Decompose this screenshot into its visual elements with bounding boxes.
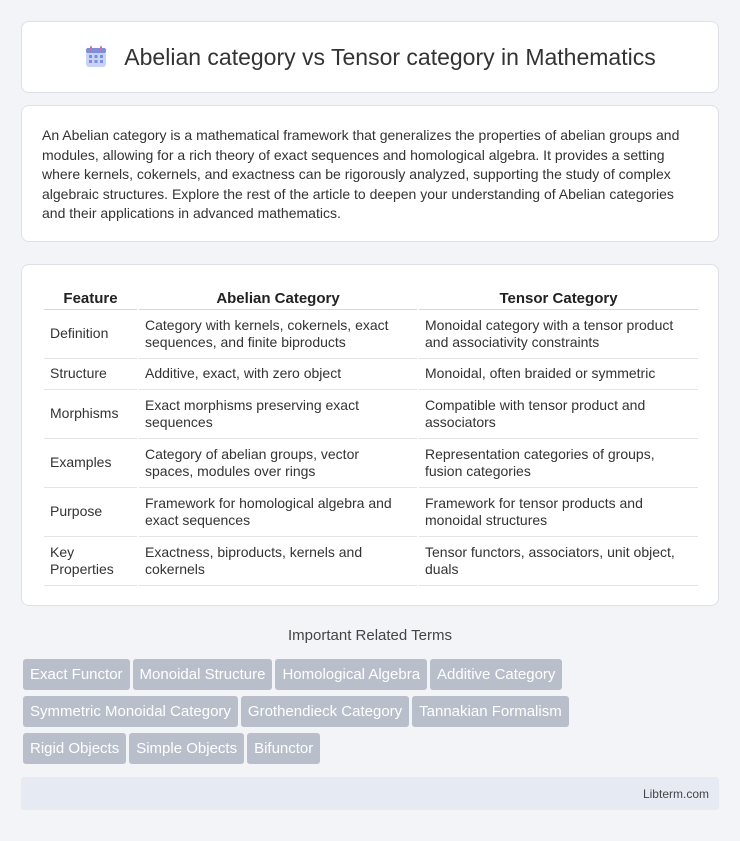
related-term-tag[interactable]: Rigid Objects <box>23 733 126 764</box>
row-feature: Purpose <box>44 488 137 537</box>
related-term-tag[interactable]: Simple Objects <box>129 733 244 764</box>
intro-paragraph: An Abelian category is a mathematical framework that generalizes the properties of abelian groups and modules, allowing for a rich theory of exact sequences and homological algebra. It provides a setting where kernels, cokernels, and exactness can be rigorously analyzed, supporting the study of complex algebraic structures. Explore the rest of the article to deepen your understanding of Abelian categories and their applications in advanced mathematics. <box>42 127 680 222</box>
footer-site-link[interactable]: Libterm.com <box>642 787 709 801</box>
related-term-tag[interactable]: Exact Functor <box>23 659 130 690</box>
row-feature: Structure <box>44 359 137 390</box>
column-header-feature: Feature <box>44 285 137 310</box>
related-terms-heading: Important Related Terms <box>288 627 452 644</box>
intro-card <box>21 105 719 242</box>
row-abelian-value: Category of abelian groups, vector spaces, modules over rings <box>139 439 417 488</box>
related-terms-list <box>23 659 723 770</box>
related-term-tag[interactable]: Tannakian Formalism <box>412 696 569 727</box>
related-term-tag[interactable]: Grothendieck Category <box>241 696 409 727</box>
table-row <box>44 310 698 359</box>
table-row <box>44 359 698 390</box>
footer <box>21 777 719 810</box>
table-row <box>44 390 698 439</box>
comparison-table <box>42 285 700 586</box>
row-tensor-value: Monoidal, often braided or symmetric <box>419 359 698 390</box>
row-tensor-value: Monoidal category with a tensor product and associativity constraints <box>419 310 698 359</box>
column-header-tensor: Tensor Category <box>419 285 698 310</box>
comparison-table-card <box>21 264 719 606</box>
row-abelian-value: Additive, exact, with zero object <box>139 359 417 390</box>
related-term-tag[interactable]: Additive Category <box>430 659 562 690</box>
row-tensor-value: Representation categories of groups, fusion categories <box>419 439 698 488</box>
calendar-grid-icon <box>84 45 108 69</box>
row-tensor-value: Compatible with tensor product and associators <box>419 390 698 439</box>
row-abelian-value: Exactness, biproducts, kernels and cokernels <box>139 537 417 586</box>
table-row <box>44 488 698 537</box>
row-feature: Morphisms <box>44 390 137 439</box>
row-feature: Key Properties <box>44 537 137 586</box>
page-title: Abelian category vs Tensor category in Mathematics <box>124 43 656 70</box>
related-term-tag[interactable]: Bifunctor <box>247 733 320 764</box>
related-term-tag[interactable]: Symmetric Monoidal Category <box>23 696 238 727</box>
row-abelian-value: Exact morphisms preserving exact sequences <box>139 390 417 439</box>
table-row <box>44 537 698 586</box>
related-term-tag[interactable]: Homological Algebra <box>275 659 427 690</box>
title-card <box>21 21 719 93</box>
table-row <box>44 439 698 488</box>
row-tensor-value: Tensor functors, associators, unit object, duals <box>419 537 698 586</box>
row-abelian-value: Framework for homological algebra and exact sequences <box>139 488 417 537</box>
row-tensor-value: Framework for tensor products and monoidal structures <box>419 488 698 537</box>
row-feature: Examples <box>44 439 137 488</box>
related-term-tag[interactable]: Monoidal Structure <box>133 659 273 690</box>
column-header-abelian: Abelian Category <box>139 285 417 310</box>
row-abelian-value: Category with kernels, cokernels, exact sequences, and finite biproducts <box>139 310 417 359</box>
row-feature: Definition <box>44 310 137 359</box>
